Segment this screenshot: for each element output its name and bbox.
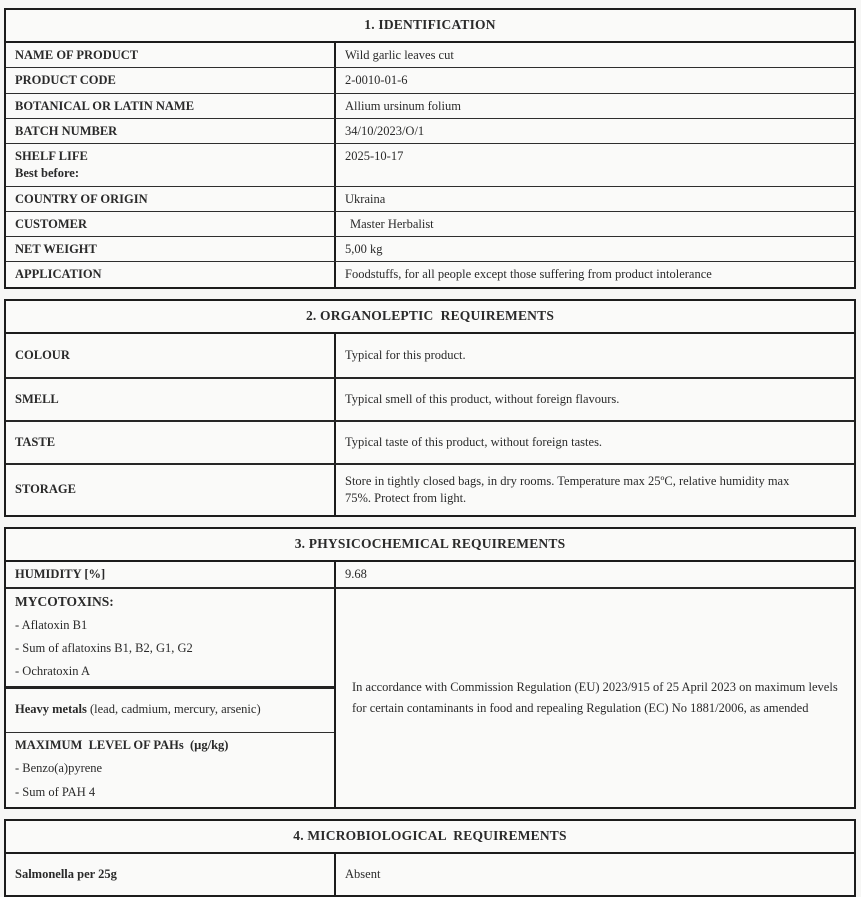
customer-value: Master Herbalist [350,216,434,231]
section-3-title: 3. PHYSICOCHEMICAL REQUIREMENTS [6,529,854,562]
storage-value [336,465,854,515]
section-1-title: 1. IDENTIFICATION [6,10,854,43]
section-microbiological [4,819,856,897]
humidity-label: HUMIDITY [%] [6,562,336,587]
taste-value: Typical taste of this product, without foreign tastes. [345,434,603,449]
section-organoleptic [4,299,856,517]
section-4-title: 4. MICROBIOLOGICAL REQUIREMENTS [6,821,854,854]
shelf-life-label-line2: Best before: [15,166,79,181]
row-botanical-name [6,93,854,118]
row-colour [6,334,854,377]
mycotoxin-item-aflatoxin-b1: - Aflatoxin B1 [15,617,88,632]
shelf-life-label [6,144,336,186]
row-country-of-origin [6,186,854,211]
row-shelf-life [6,143,854,186]
colour-label: COLOUR [6,334,336,377]
row-product-code [6,67,854,92]
regulation-reference-cell [336,589,854,807]
net-weight-value: 5,00 kg [345,242,383,256]
row-name-of-product [6,43,854,67]
regulation-reference-text: In accordance with Commission Regulation (EU) 2023/915 of 25 April 2023 on maximum levels for certain contaminants in food and repealing Regulation (EC) No 1881/2006, as amended [352,680,838,715]
product-code-value: 2-0010-01-6 [345,73,408,88]
contaminants-merged-row [6,587,854,807]
mycotoxins-heading: MYCOTOXINS: [15,593,114,609]
batch-number-value: 34/10/2023/O/1 [345,123,425,138]
country-of-origin-label: COUNTRY OF ORIGIN [6,187,336,211]
section-identification [4,8,856,289]
humidity-value: 9.68 [345,566,367,581]
storage-value-text: Store in tightly closed bags, in dry rooms. Temperature max 25ºC, relative humidity max 75%. Protect from light. [345,473,790,505]
storage-label: STORAGE [6,465,336,515]
salmonella-label: Salmonella per 25g [6,854,336,895]
customer-label: CUSTOMER [6,212,336,236]
mycotoxin-item-ochratoxin-a: - Ochratoxin A [15,664,90,678]
row-application [6,261,854,286]
pah-block [6,732,334,807]
pah-heading: MAXIMUM LEVEL OF PAHs (µg/kg) [15,738,229,753]
salmonella-value: Absent [345,867,381,882]
name-of-product-label: NAME OF PRODUCT [6,43,336,67]
heavy-metals-block [6,686,334,732]
row-customer [6,211,854,236]
row-storage [6,463,854,515]
pah-item-benzo-a-pyrene: - Benzo(a)pyrene [15,761,103,776]
taste-label: TASTE [6,422,336,463]
smell-value: Typical smell of this product, without foreign flavours. [345,391,620,406]
mycotoxins-block [6,589,334,687]
row-batch-number [6,118,854,143]
shelf-life-label-line1: SHELF LIFE [15,149,88,163]
heavy-metals-detail: (lead, cadmium, mercury, arsenic) [86,702,261,717]
contaminants-parameter-column [6,589,336,807]
botanical-name-value: Allium ursinum folium [345,98,461,113]
net-weight-label: NET WEIGHT [6,237,336,261]
heavy-metals-heading: Heavy metals [15,702,87,717]
pah-item-sum-of-pah4: - Sum of PAH 4 [15,784,96,799]
colour-value: Typical for this product. [345,347,466,362]
heavy-metals-text [15,702,261,717]
section-2-title: 2. ORGANOLEPTIC REQUIREMENTS [6,301,854,334]
application-value: Foodstuffs, for all people except those suffering from product intolerance [345,267,712,282]
row-net-weight [6,236,854,261]
row-smell [6,377,854,420]
botanical-name-label: BOTANICAL OR LATIN NAME [6,94,336,118]
smell-label: SMELL [6,379,336,420]
application-label: APPLICATION [6,262,336,286]
section-physicochemical [4,527,856,809]
country-of-origin-value: Ukraina [345,191,386,206]
shelf-life-value: 2025-10-17 [345,149,404,163]
batch-number-label: BATCH NUMBER [6,119,336,143]
row-taste [6,420,854,463]
product-code-label: PRODUCT CODE [6,68,336,92]
row-salmonella [6,854,854,895]
name-of-product-value: Wild garlic leaves cut [345,48,454,62]
row-humidity [6,562,854,587]
mycotoxin-item-sum-aflatoxins: - Sum of aflatoxins B1, B2, G1, G2 [15,640,193,655]
